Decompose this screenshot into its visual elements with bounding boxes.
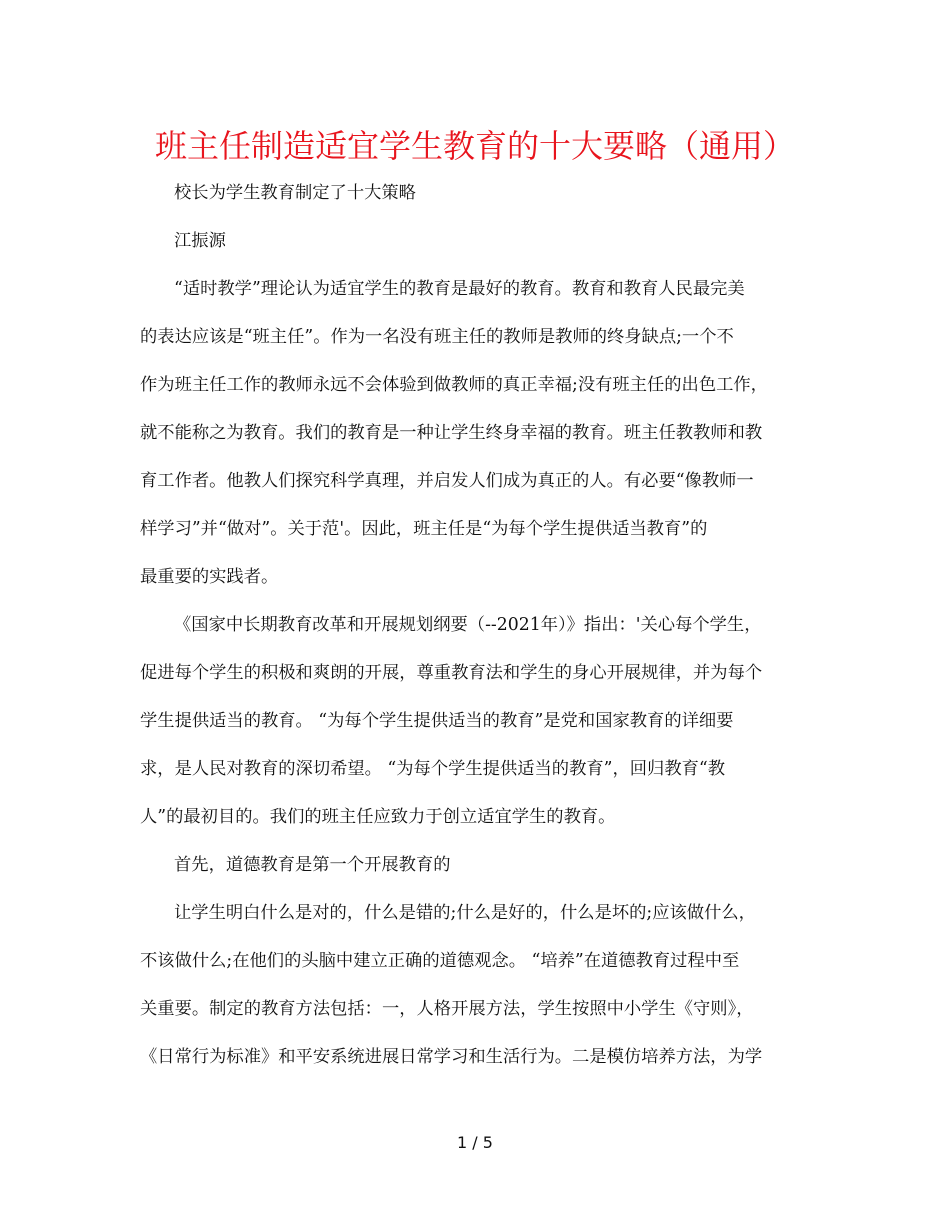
paragraph-line: 就不能称之为教育。我们的教育是一种让学生终身幸福的教育。班主任教教师和教 xyxy=(140,423,763,443)
page-number: 1 / 5 xyxy=(457,1133,493,1152)
paragraph-line: 《日常行为标准》和平安系统进展日常学习和生活行为。二是模仿培养方法，为学 xyxy=(140,1047,763,1067)
section-heading: 首先，道德教育是第一个开展教育的 xyxy=(174,855,451,875)
paragraph-line: 关重要。制定的教育方法包括：一，人格开展方法，学生按照中小学生《守则》， xyxy=(140,999,754,1019)
paragraph-line: 求，是人民对教育的深切希望。 “为每个学生提供适当的教育”，回归教育“教 xyxy=(140,759,725,779)
paragraph-line: 让学生明白什么是对的，什么是错的;什么是好的，什么是坏的;应该做什么， xyxy=(174,903,756,923)
paragraph-line: 促进每个学生的积极和爽朗的开展，尊重教育法和学生的身心开展规律，并为每个 xyxy=(140,663,763,683)
author-line: 江振源 xyxy=(174,231,226,251)
paragraph-line: 学生提供适当的教育。 “为每个学生提供适当的教育”是党和国家教育的详细要 xyxy=(140,711,734,731)
paragraph-line: “适时教学”理论认为适宜学生的教育是最好的教育。教育和教育人民最完美 xyxy=(174,279,745,299)
document-title: 班主任制造适宜学生教育的十大要略（通用） xyxy=(154,127,795,165)
paragraph-line: 作为班主任工作的教师永远不会体验到做教师的真正幸福;没有班主任的出色工作， xyxy=(140,375,768,395)
paragraph-line: 样学习”并“做对”。关于范'。因此，班主任是“为每个学生提供适当教育”的 xyxy=(140,519,708,539)
paragraph-line: 最重要的实践者。 xyxy=(140,567,279,587)
paragraph-line: 人”的最初目的。我们的班主任应致力于创立适宜学生的教育。 xyxy=(140,807,616,827)
paragraph-line: 育工作者。他教人们探究科学真理，并启发人们成为真正的人。有必要“像教师一 xyxy=(140,471,754,491)
paragraph-line: 不该做什么;在他们的头脑中建立正确的道德观念。 “培养”在道德教育过程中至 xyxy=(140,951,740,971)
paragraph-line: 的表达应该是“班主任”。作为一名没有班主任的教师是教师的终身缺点;一个不 xyxy=(140,327,734,347)
paragraph-line: 《国家中长期教育改革和开展规划纲要（--2021年）》指出：'关心每个学生， xyxy=(174,615,762,635)
subtitle-line: 校长为学生教育制定了十大策略 xyxy=(174,183,416,203)
